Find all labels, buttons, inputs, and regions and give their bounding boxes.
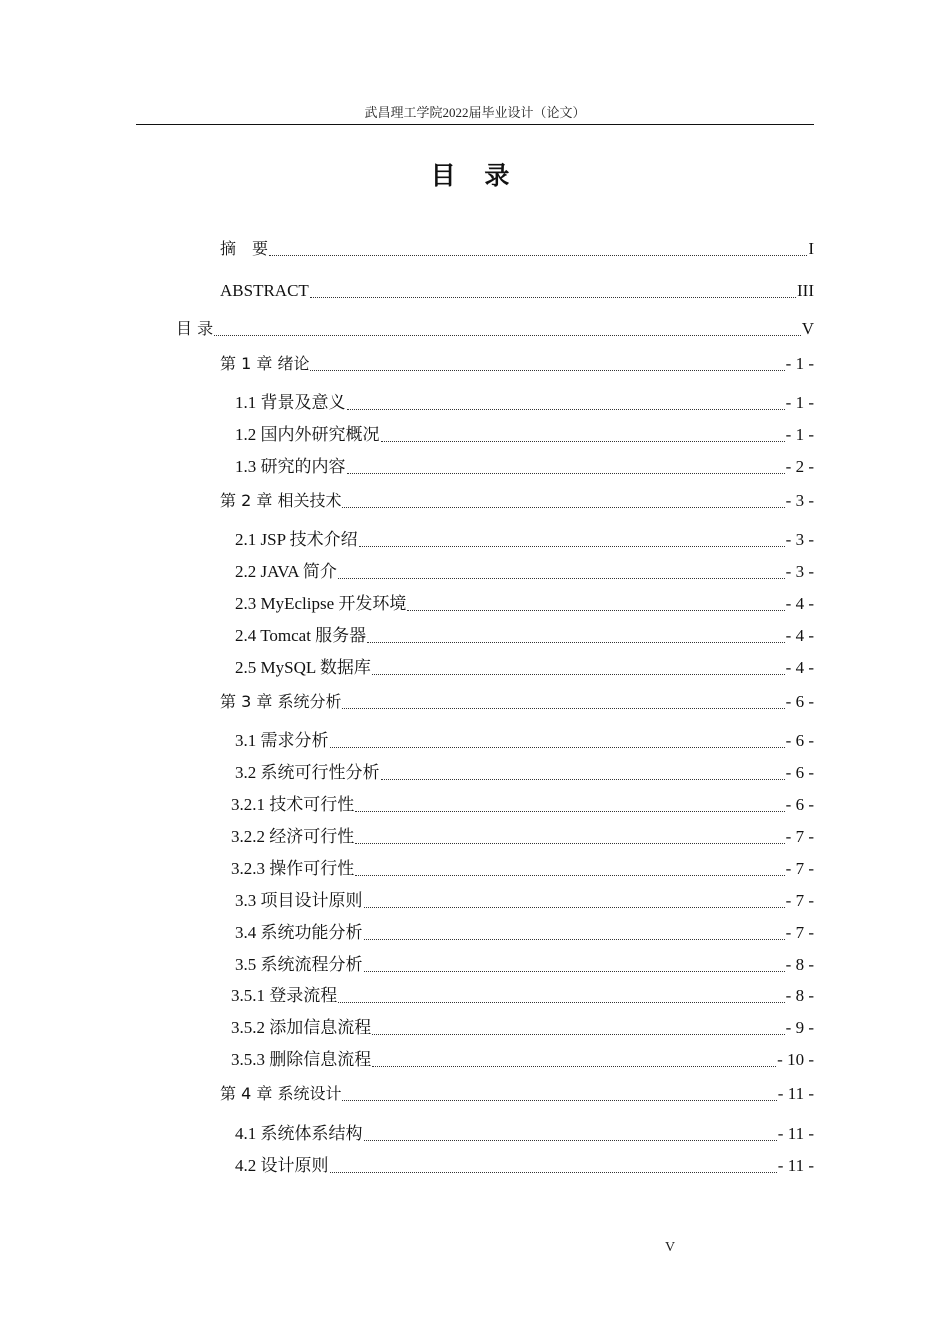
- toc-entry-title: 摘 要: [220, 239, 269, 258]
- toc-entry-title: 2.2 JAVA 简介: [235, 562, 337, 581]
- toc-entry-page: - 7 -: [785, 859, 814, 878]
- toc-entry-page: - 1 -: [785, 354, 814, 373]
- toc-entry-title: 2.4 Tomcat 服务器: [235, 626, 367, 645]
- toc-entry-page: I: [808, 239, 814, 258]
- toc-entry-page: - 3 -: [785, 491, 814, 510]
- toc-entry[interactable]: [220, 690, 814, 714]
- dot-leader: [364, 907, 785, 908]
- toc-entry[interactable]: [235, 729, 814, 753]
- toc-entry-page: V: [801, 319, 814, 338]
- page-title: 目 录: [430, 161, 520, 190]
- dot-leader: [347, 409, 785, 410]
- toc-entry-title: 第 1 章 绪论: [220, 354, 310, 373]
- toc-entry[interactable]: [235, 656, 814, 680]
- dot-leader: [269, 255, 807, 256]
- dot-leader: [347, 473, 785, 474]
- dot-leader: [355, 811, 784, 812]
- toc-entry[interactable]: [235, 391, 814, 415]
- toc-entry[interactable]: [220, 352, 814, 376]
- toc-entry-title: 4.1 系统体系结构: [235, 1124, 363, 1143]
- toc-entry-page: - 7 -: [785, 827, 814, 846]
- toc-entry-title: 3.2.3 操作可行性: [231, 859, 355, 878]
- dot-leader: [381, 779, 785, 780]
- toc-entry-page: - 1 -: [785, 393, 814, 412]
- toc-entry-page: - 11 -: [777, 1156, 814, 1175]
- dot-leader: [364, 971, 785, 972]
- toc-entry[interactable]: [231, 984, 814, 1008]
- toc-entry-title: 3.5.2 添加信息流程: [231, 1018, 372, 1037]
- toc-entry-title: 1.1 背景及意义: [235, 393, 346, 412]
- toc-entry[interactable]: [231, 825, 814, 849]
- dot-leader: [367, 642, 784, 643]
- toc-entry-page: - 11 -: [777, 1084, 814, 1103]
- toc-entry-page: - 10 -: [777, 1050, 814, 1069]
- toc-entry-page: - 11 -: [777, 1124, 814, 1143]
- dot-leader: [364, 939, 785, 940]
- toc-entry-title: 1.3 研究的内容: [235, 457, 346, 476]
- toc-entry-title: 2.1 JSP 技术介绍: [235, 530, 358, 549]
- toc-entry-page: - 6 -: [785, 731, 814, 750]
- toc-entry-page: - 6 -: [785, 795, 814, 814]
- toc-entry[interactable]: [235, 921, 814, 945]
- toc-entry-title: 3.5.1 登录流程: [231, 986, 338, 1005]
- toc-entry[interactable]: [231, 857, 814, 881]
- dot-leader: [338, 1002, 784, 1003]
- dot-leader: [310, 370, 784, 371]
- toc-entry-title: 1.2 国内外研究概况: [235, 425, 380, 444]
- toc-entry[interactable]: [235, 455, 814, 479]
- dot-leader: [372, 1034, 784, 1035]
- toc-entry-page: - 4 -: [785, 658, 814, 677]
- toc-entry-page: - 3 -: [785, 562, 814, 581]
- dot-leader: [342, 507, 784, 508]
- toc-entry[interactable]: [235, 624, 814, 648]
- toc-entry[interactable]: [220, 489, 814, 513]
- toc-entry-page: - 7 -: [785, 891, 814, 910]
- toc-entry-title: ABSTRACT: [220, 281, 309, 300]
- dot-leader: [372, 1066, 776, 1067]
- toc-entry-title: 第 3 章 系统分析: [220, 692, 342, 711]
- dot-leader: [310, 297, 796, 298]
- dot-leader: [338, 578, 785, 579]
- toc-entry-page: - 6 -: [785, 763, 814, 782]
- toc-entry-title: 3.1 需求分析: [235, 731, 329, 750]
- toc-entry-title: 目 录: [176, 319, 214, 338]
- toc-entry-title: 3.2.2 经济可行性: [231, 827, 355, 846]
- dot-leader: [330, 747, 785, 748]
- toc-entry[interactable]: [220, 279, 814, 303]
- dot-leader: [381, 441, 785, 442]
- dot-leader: [355, 843, 784, 844]
- dot-leader: [355, 875, 784, 876]
- dot-leader: [364, 1140, 777, 1141]
- toc-entry-title: 3.5.3 删除信息流程: [231, 1050, 372, 1069]
- toc-entry-page: III: [797, 281, 814, 300]
- toc-entry-page: - 6 -: [785, 692, 814, 711]
- toc-entry-page: - 8 -: [785, 986, 814, 1005]
- toc-entry-title: 2.3 MyEclipse 开发环境: [235, 594, 407, 613]
- toc-entry-page: - 2 -: [785, 457, 814, 476]
- toc-entry-page: - 4 -: [785, 594, 814, 613]
- toc-entry-page: - 1 -: [785, 425, 814, 444]
- toc-entry[interactable]: [235, 560, 814, 584]
- toc-entry[interactable]: [235, 592, 814, 616]
- toc-entry[interactable]: [220, 1082, 814, 1106]
- toc-entry-title: 3.2 系统可行性分析: [235, 763, 380, 782]
- dot-leader: [330, 1172, 777, 1173]
- toc-entry[interactable]: [176, 317, 814, 341]
- toc-entry-title: 3.5 系统流程分析: [235, 955, 363, 974]
- toc-entry-page: - 7 -: [785, 923, 814, 942]
- toc-entry[interactable]: [235, 423, 814, 447]
- toc-entry-page: - 3 -: [785, 530, 814, 549]
- dot-leader: [342, 708, 784, 709]
- toc-entry-title: 第 2 章 相关技术: [220, 491, 342, 510]
- toc-entry[interactable]: [231, 793, 814, 817]
- dot-leader: [372, 674, 785, 675]
- page-number: V: [664, 1240, 676, 1255]
- toc-entry[interactable]: [235, 761, 814, 785]
- page-header: 武昌理工学院2022届毕业设计（论文）: [364, 105, 586, 120]
- dot-leader: [214, 335, 801, 336]
- toc-entry-title: 4.2 设计原则: [235, 1156, 329, 1175]
- toc-entry[interactable]: [235, 1122, 814, 1146]
- dot-leader: [342, 1100, 776, 1101]
- toc-entry-title: 3.4 系统功能分析: [235, 923, 363, 942]
- toc-entry[interactable]: [235, 953, 814, 977]
- toc-entry-page: - 4 -: [785, 626, 814, 645]
- toc-entry[interactable]: [220, 237, 814, 261]
- toc-entry-page: - 8 -: [785, 955, 814, 974]
- toc-entry[interactable]: [235, 889, 814, 913]
- toc-entry-title: 第 4 章 系统设计: [220, 1084, 342, 1103]
- toc-entry-page: - 9 -: [785, 1018, 814, 1037]
- toc-entry-title: 3.3 项目设计原则: [235, 891, 363, 910]
- dot-leader: [359, 546, 785, 547]
- toc-entry-title: 3.2.1 技术可行性: [231, 795, 355, 814]
- toc-entry[interactable]: [231, 1016, 814, 1040]
- toc-entry[interactable]: [235, 1154, 814, 1178]
- dot-leader: [407, 610, 784, 611]
- toc-entry[interactable]: [235, 528, 814, 552]
- toc-entry[interactable]: [231, 1048, 814, 1072]
- toc-entry-title: 2.5 MySQL 数据库: [235, 658, 371, 677]
